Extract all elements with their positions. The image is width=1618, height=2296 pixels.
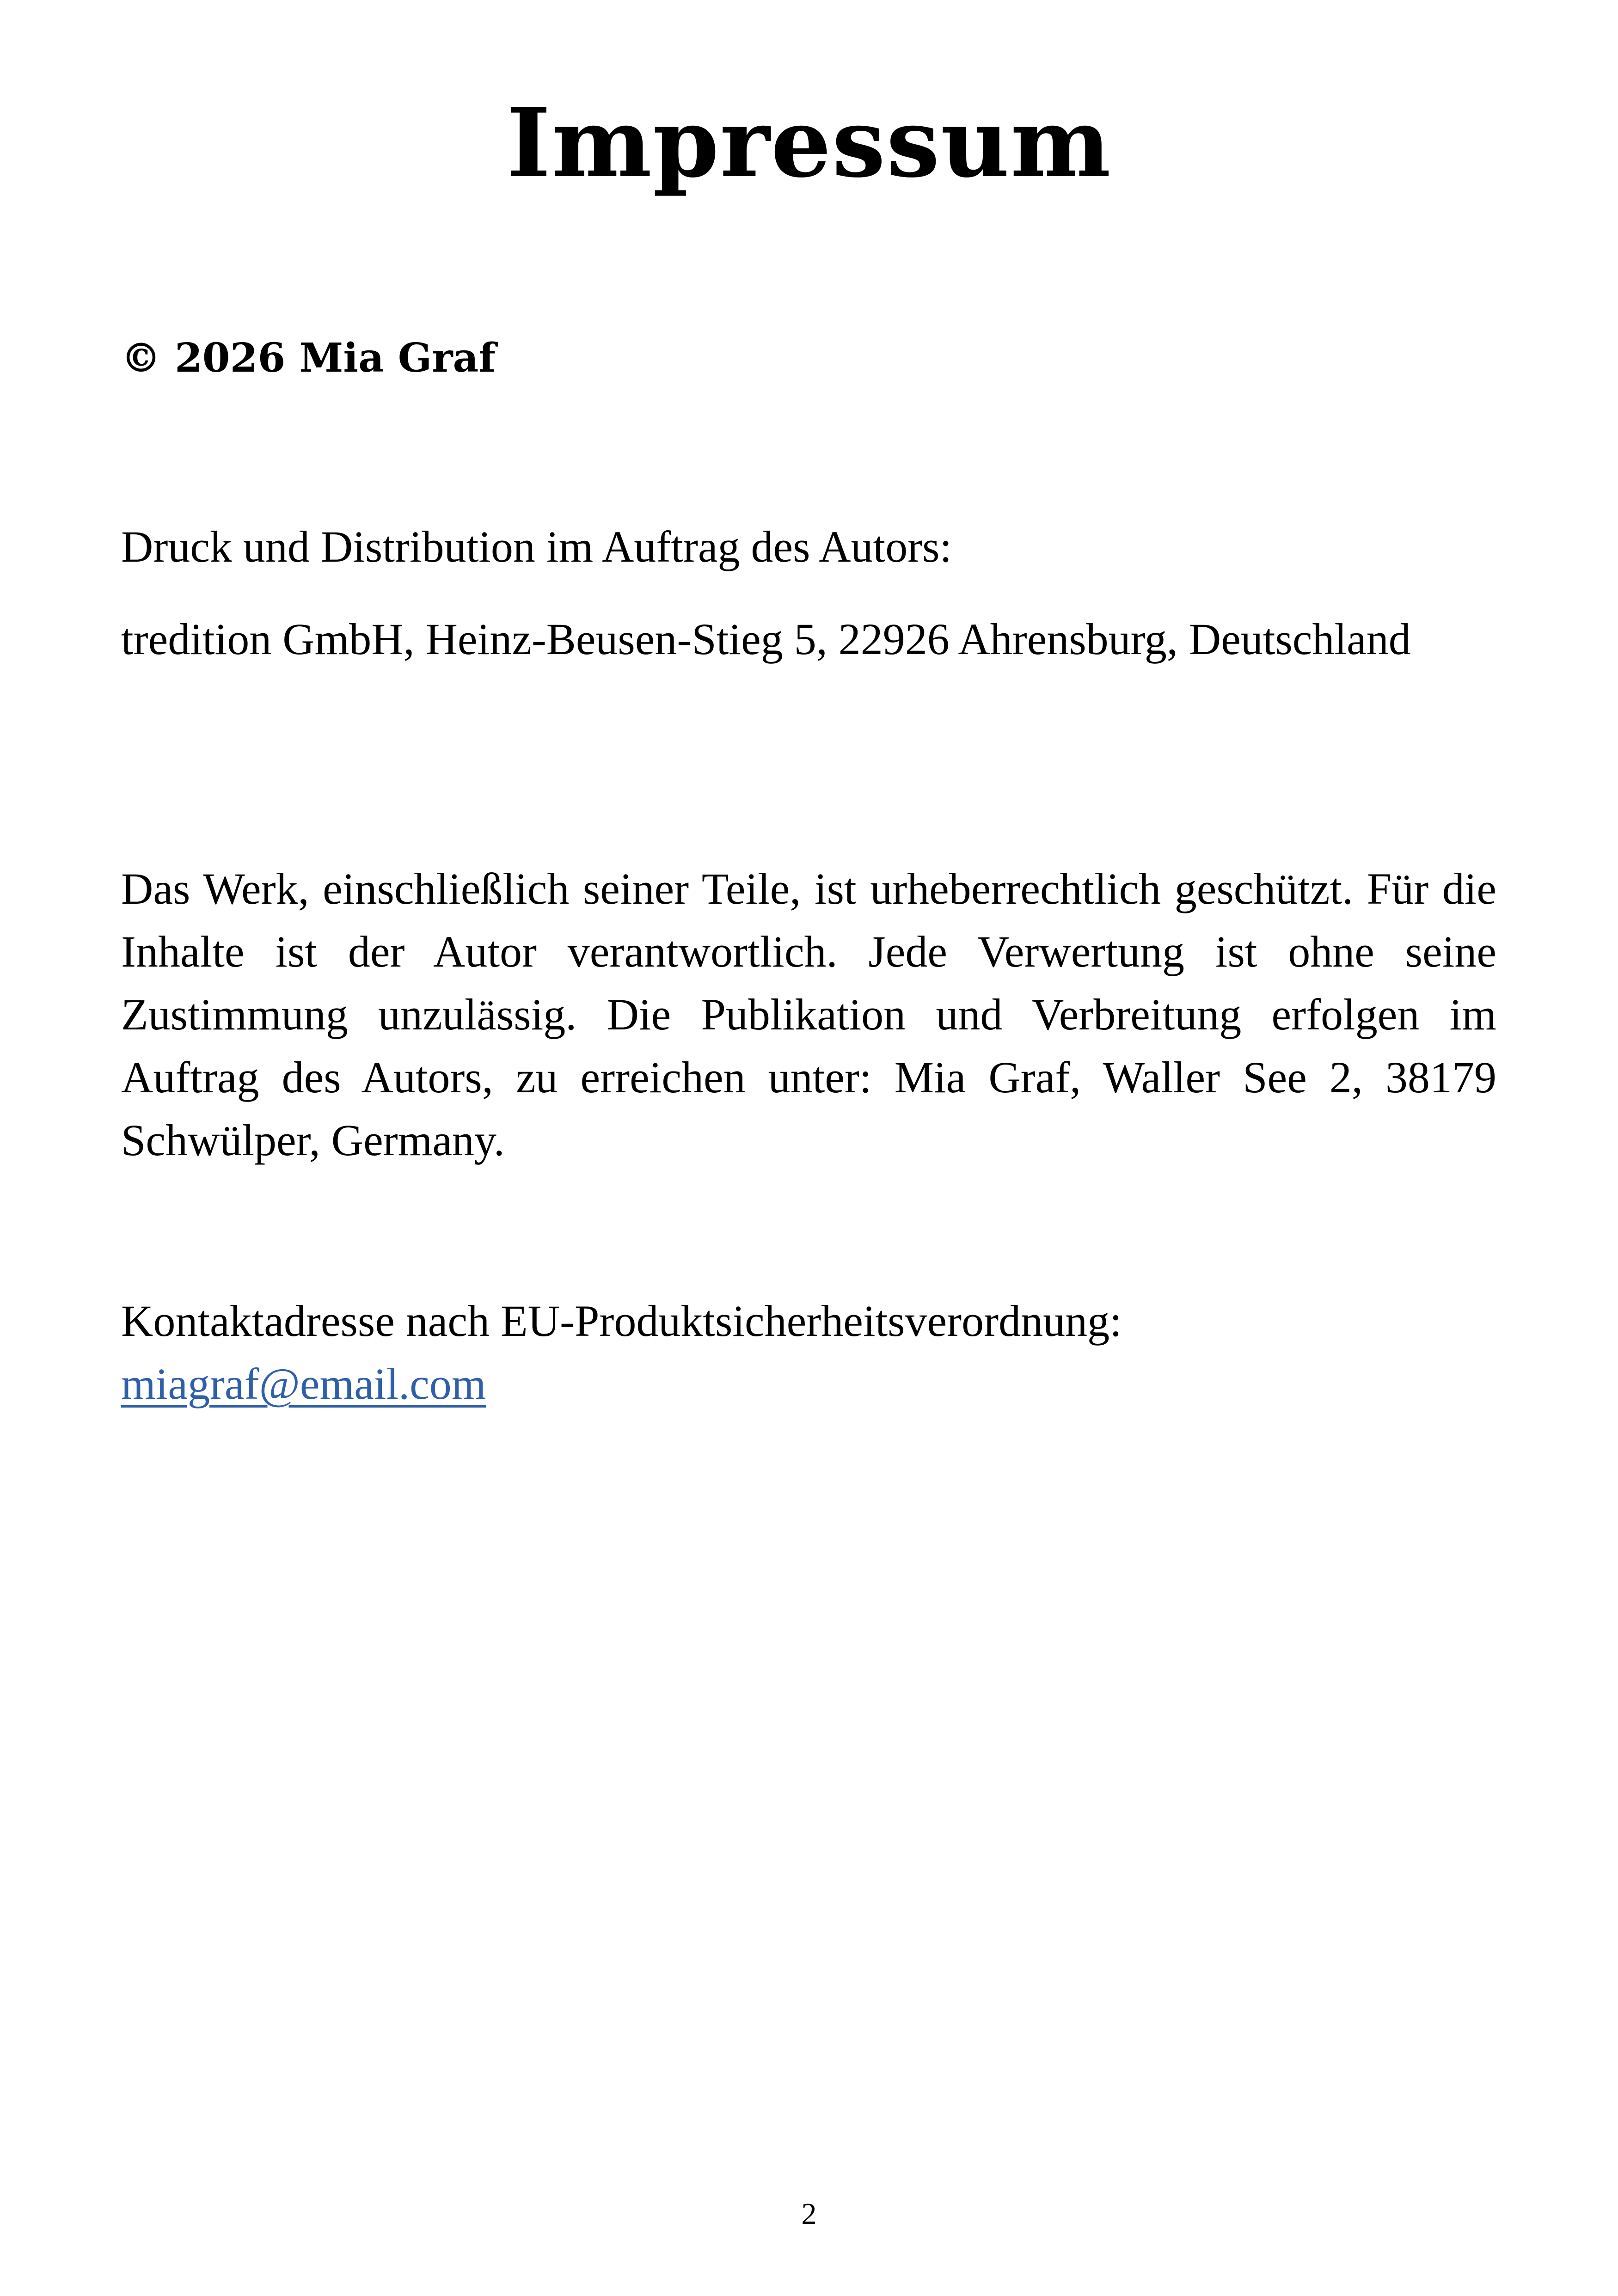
page-title: Impressum xyxy=(506,88,1112,199)
copyright-line: © 2026 Mia Graf xyxy=(121,335,496,381)
page-number: 2 xyxy=(801,2197,817,2231)
contact-label: Kontaktadresse nach EU-Produktsicherheitsverordnung: xyxy=(121,1296,1122,1346)
distribution-address: tredition GmbH, Heinz-Beusen-Stieg 5, 22926 Ahrensburg, Deutschland xyxy=(121,614,1411,664)
distribution-label: Druck und Distribution im Auftrag des Autors: xyxy=(121,522,952,571)
contact-email-link[interactable]: miagraf@email.com xyxy=(121,1359,486,1408)
rights-paragraph: Das Werk, einschließlich seiner Teile, ist urheberrechtlich geschützt. Für die Inhalte ist der Autor verantwortlich. Jede Verwertung ist ohne seine Zustimmung unzulässig. Die Publikation und Verbreitung erfolgen im Auftrag des Autors, zu erreichen unter: Mia Graf, Waller See 2, 38179 Schwülper, Germany. xyxy=(121,864,1496,1165)
